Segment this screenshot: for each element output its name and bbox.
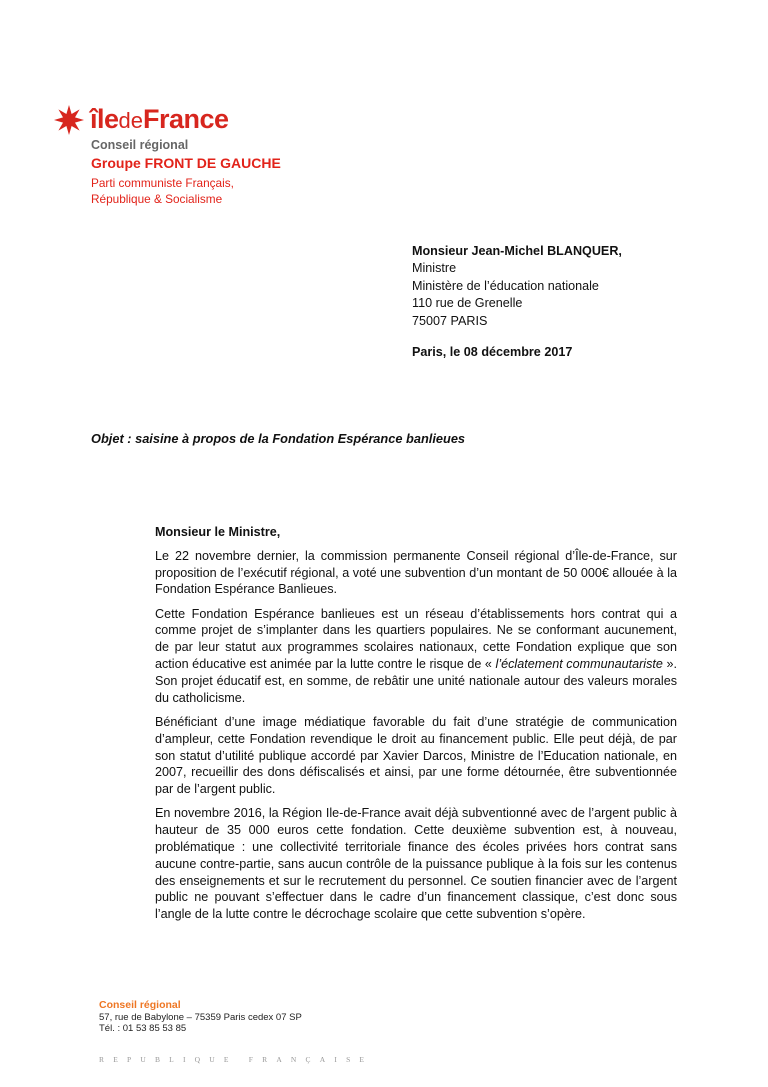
republique-francaise-mark: REPUBLIQUE FRANÇAISE bbox=[99, 1055, 374, 1064]
recipient-line: Ministère de l’éducation nationale bbox=[412, 278, 599, 293]
recipient-line: 75007 PARIS bbox=[412, 313, 488, 328]
recipient-line: Ministre bbox=[412, 261, 457, 276]
letter-subject: Objet : saisine à propos de la Fondation Espérance banlieues bbox=[91, 431, 466, 446]
star-icon bbox=[54, 105, 84, 135]
paragraph: Bénéficiant d’une image médiatique favorable du fait d’une stratégie de communication d’ampleur, cette Fondation revendique le droit au financement public. Elle peut déjà, de par son statut d’utilité publique accordé par Xavier Darcos, Ministre de l’Education nationale, en 2007, recueillir des dons défiscalisés et ainsi, par une forme détournée, être subventionnée par de l’argent public. bbox=[155, 714, 677, 797]
salutation: Monsieur le Ministre, bbox=[155, 525, 281, 539]
paragraph: Le 22 novembre dernier, la commission permanente Conseil régional d’Île-de-France, sur proposition de l’exécutif régional, a voté une subvention d’un montant de 50 000€ allouée à la Fondation Espérance Banlieues. bbox=[155, 548, 677, 597]
paragraph: En novembre 2016, la Région Ile-de-France avait déjà subventionné avec de l’argent public à hauteur de 35 000 euros cette fondation. Cette deuxième subvention est, à nouveau, problématique : une collectivité territoriale finance des écoles privées hors contrat sans aucune contre-partie, sans aucun contrôle de la puissance publique à la fois sur les contenus des enseignements et sur le recrutement du personnel. Ce soutien financier avec de l’argent public ne pouvant s’effectuer dans le cadre d’un financement classique, c’est donc sous l’angle de la lutte contre le décrochage scolaire que cette subvention s’opère. bbox=[155, 806, 677, 922]
letter-date: Paris, le 08 décembre 2017 bbox=[412, 345, 573, 359]
quoted-phrase: l’éclatement communautariste bbox=[495, 657, 663, 672]
iledefrance-logo bbox=[54, 103, 229, 137]
footer-contact bbox=[99, 1000, 302, 1035]
party-line: Parti communiste Français, bbox=[91, 176, 234, 190]
recipient-name: Monsieur Jean-Michel BLANQUER, bbox=[412, 244, 622, 258]
group-name: Groupe FRONT DE GAUCHE bbox=[91, 155, 281, 171]
footer-phone: Tél. : 01 53 85 53 85 bbox=[99, 1023, 187, 1034]
conseil-regional-label: Conseil régional bbox=[91, 138, 189, 152]
party-line: République & Socialisme bbox=[91, 192, 223, 206]
party-affiliation bbox=[91, 175, 234, 207]
footer-title: Conseil régional bbox=[99, 999, 181, 1011]
recipient-address bbox=[412, 243, 622, 330]
logo-wordmark: îledeFrance bbox=[90, 104, 229, 134]
recipient-line: 110 rue de Grenelle bbox=[412, 296, 523, 311]
footer-address: 57, rue de Babylone – 75359 Paris cedex 07 SP bbox=[99, 1011, 302, 1023]
letter-body bbox=[155, 524, 677, 931]
paragraph: Cette Fondation Espérance banlieues est un réseau d’établissements hors contrat qui a comme projet de s’implanter dans les quartiers populaires. Ne se conformant aucunement, de par leur statut aux programmes scolaires nationaux, cette Fondation explique que son action éducative est animée par la lutte contre le risque de « l’éclatement communautariste ». Son projet éducatif est, en somme, de rebâtir une unité nationale autour des valeurs morales du catholicisme. bbox=[155, 606, 677, 705]
